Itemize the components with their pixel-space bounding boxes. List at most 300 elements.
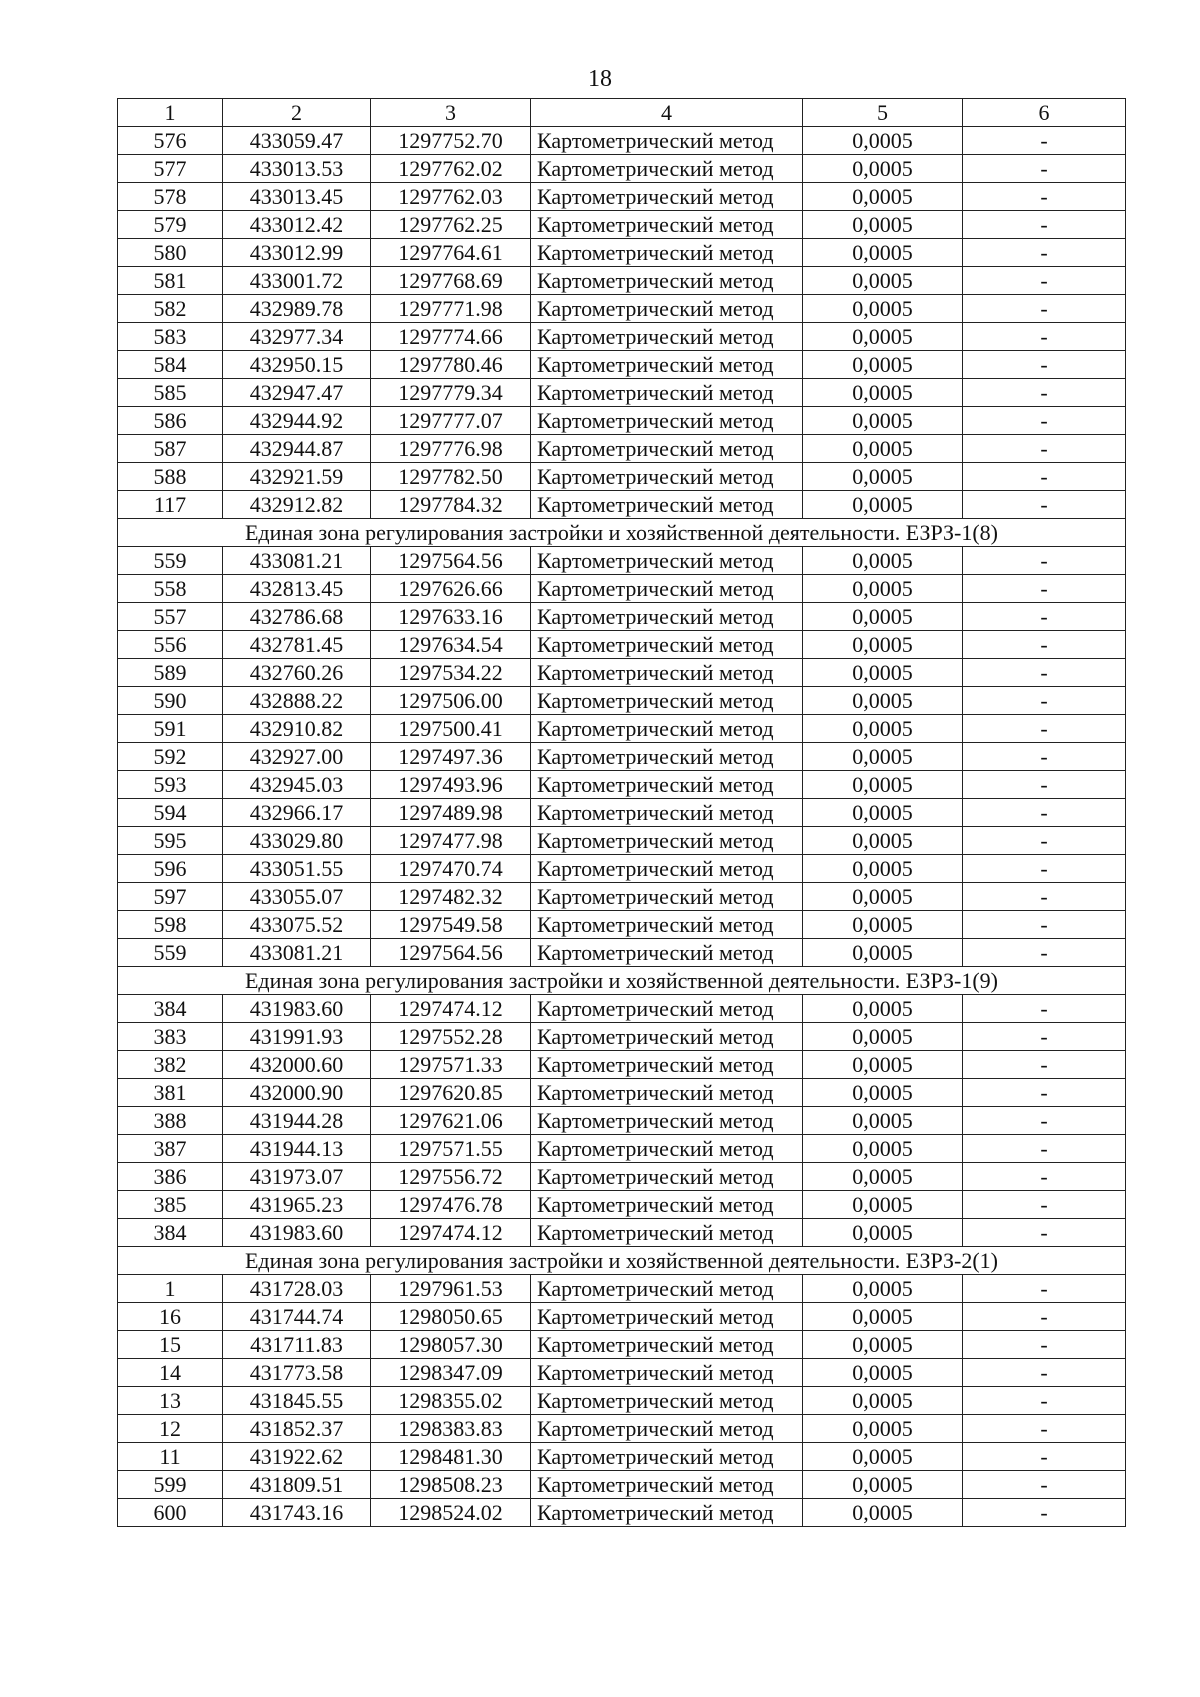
y-coordinate-cell: 1297556.72 <box>371 1163 531 1191</box>
note-cell: - <box>963 1163 1126 1191</box>
table-row <box>118 883 1126 911</box>
note-cell: - <box>963 1499 1126 1527</box>
y-coordinate-cell: 1297493.96 <box>371 771 531 799</box>
point-number-cell: 599 <box>118 1471 223 1499</box>
x-coordinate-cell: 433055.07 <box>223 883 371 911</box>
y-coordinate-cell: 1297534.22 <box>371 659 531 687</box>
section-title: Единая зона регулирования застройки и хозяйственной деятельности. ЕЗРЗ-2(1) <box>118 1247 1126 1275</box>
table-header <box>118 99 1126 127</box>
table-row <box>118 1275 1126 1303</box>
method-cell: Картометрический метод <box>531 883 803 911</box>
table-row <box>118 1303 1126 1331</box>
x-coordinate-cell: 431743.16 <box>223 1499 371 1527</box>
method-cell: Картометрический метод <box>531 1303 803 1331</box>
y-coordinate-cell: 1297774.66 <box>371 323 531 351</box>
note-cell: - <box>963 771 1126 799</box>
accuracy-cell: 0,0005 <box>803 1051 963 1079</box>
method-cell: Картометрический метод <box>531 1135 803 1163</box>
y-coordinate-cell: 1297771.98 <box>371 295 531 323</box>
accuracy-cell: 0,0005 <box>803 183 963 211</box>
table-row <box>118 267 1126 295</box>
table-row <box>118 1331 1126 1359</box>
table-row <box>118 295 1126 323</box>
method-cell: Картометрический метод <box>531 1471 803 1499</box>
x-coordinate-cell: 433012.99 <box>223 239 371 267</box>
x-coordinate-cell: 433013.45 <box>223 183 371 211</box>
method-cell: Картометрический метод <box>531 771 803 799</box>
point-number-cell: 593 <box>118 771 223 799</box>
y-coordinate-cell: 1297779.34 <box>371 379 531 407</box>
accuracy-cell: 0,0005 <box>803 1415 963 1443</box>
point-number-cell: 587 <box>118 435 223 463</box>
note-cell: - <box>963 715 1126 743</box>
point-number-cell: 585 <box>118 379 223 407</box>
table-row <box>118 1471 1126 1499</box>
note-cell: - <box>963 1471 1126 1499</box>
y-coordinate-cell: 1297961.53 <box>371 1275 531 1303</box>
note-cell: - <box>963 855 1126 883</box>
table-row <box>118 1051 1126 1079</box>
x-coordinate-cell: 432781.45 <box>223 631 371 659</box>
method-cell: Картометрический метод <box>531 631 803 659</box>
table-row <box>118 155 1126 183</box>
accuracy-cell: 0,0005 <box>803 1135 963 1163</box>
y-coordinate-cell: 1297762.02 <box>371 155 531 183</box>
accuracy-cell: 0,0005 <box>803 1471 963 1499</box>
point-number-cell: 387 <box>118 1135 223 1163</box>
y-coordinate-cell: 1297762.25 <box>371 211 531 239</box>
page-number: 18 <box>588 66 612 92</box>
column-header: 3 <box>371 99 531 127</box>
point-number-cell: 557 <box>118 603 223 631</box>
x-coordinate-cell: 431744.74 <box>223 1303 371 1331</box>
x-coordinate-cell: 431922.62 <box>223 1443 371 1471</box>
point-number-cell: 559 <box>118 547 223 575</box>
method-cell: Картометрический метод <box>531 239 803 267</box>
method-cell: Картометрический метод <box>531 407 803 435</box>
x-coordinate-cell: 431983.60 <box>223 995 371 1023</box>
y-coordinate-cell: 1298524.02 <box>371 1499 531 1527</box>
x-coordinate-cell: 433075.52 <box>223 911 371 939</box>
note-cell: - <box>963 883 1126 911</box>
x-coordinate-cell: 432977.34 <box>223 323 371 351</box>
note-cell: - <box>963 435 1126 463</box>
column-header: 2 <box>223 99 371 127</box>
table-row <box>118 323 1126 351</box>
point-number-cell: 582 <box>118 295 223 323</box>
table-row <box>118 631 1126 659</box>
note-cell: - <box>963 631 1126 659</box>
note-cell: - <box>963 575 1126 603</box>
y-coordinate-cell: 1298355.02 <box>371 1387 531 1415</box>
table-row <box>118 1163 1126 1191</box>
point-number-cell: 589 <box>118 659 223 687</box>
method-cell: Картометрический метод <box>531 155 803 183</box>
y-coordinate-cell: 1297474.12 <box>371 995 531 1023</box>
accuracy-cell: 0,0005 <box>803 463 963 491</box>
note-cell: - <box>963 1219 1126 1247</box>
point-number-cell: 559 <box>118 939 223 967</box>
note-cell: - <box>963 1387 1126 1415</box>
point-number-cell: 14 <box>118 1359 223 1387</box>
note-cell: - <box>963 659 1126 687</box>
x-coordinate-cell: 431845.55 <box>223 1387 371 1415</box>
column-header: 1 <box>118 99 223 127</box>
column-header: 5 <box>803 99 963 127</box>
note-cell: - <box>963 911 1126 939</box>
method-cell: Картометрический метод <box>531 575 803 603</box>
x-coordinate-cell: 432944.87 <box>223 435 371 463</box>
point-number-cell: 586 <box>118 407 223 435</box>
table-row <box>118 547 1126 575</box>
accuracy-cell: 0,0005 <box>803 1275 963 1303</box>
method-cell: Картометрический метод <box>531 1415 803 1443</box>
y-coordinate-cell: 1297476.78 <box>371 1191 531 1219</box>
x-coordinate-cell: 433001.72 <box>223 267 371 295</box>
table-row <box>118 435 1126 463</box>
method-cell: Картометрический метод <box>531 183 803 211</box>
y-coordinate-cell: 1297752.70 <box>371 127 531 155</box>
x-coordinate-cell: 432786.68 <box>223 603 371 631</box>
note-cell: - <box>963 603 1126 631</box>
table-row <box>118 1219 1126 1247</box>
point-number-cell: 596 <box>118 855 223 883</box>
y-coordinate-cell: 1298050.65 <box>371 1303 531 1331</box>
note-cell: - <box>963 1051 1126 1079</box>
accuracy-cell: 0,0005 <box>803 939 963 967</box>
y-coordinate-cell: 1297571.33 <box>371 1051 531 1079</box>
note-cell: - <box>963 295 1126 323</box>
note-cell: - <box>963 995 1126 1023</box>
point-number-cell: 579 <box>118 211 223 239</box>
point-number-cell: 578 <box>118 183 223 211</box>
x-coordinate-cell: 431809.51 <box>223 1471 371 1499</box>
point-number-cell: 384 <box>118 995 223 1023</box>
note-cell: - <box>963 827 1126 855</box>
method-cell: Картометрический метод <box>531 463 803 491</box>
point-number-cell: 594 <box>118 799 223 827</box>
method-cell: Картометрический метод <box>531 323 803 351</box>
table-row <box>118 911 1126 939</box>
y-coordinate-cell: 1297564.56 <box>371 939 531 967</box>
accuracy-cell: 0,0005 <box>803 379 963 407</box>
table-row <box>118 183 1126 211</box>
accuracy-cell: 0,0005 <box>803 995 963 1023</box>
table-row <box>118 1079 1126 1107</box>
section-row <box>118 967 1126 995</box>
y-coordinate-cell: 1298383.83 <box>371 1415 531 1443</box>
method-cell: Картометрический метод <box>531 1219 803 1247</box>
method-cell: Картометрический метод <box>531 491 803 519</box>
y-coordinate-cell: 1297470.74 <box>371 855 531 883</box>
point-number-cell: 580 <box>118 239 223 267</box>
y-coordinate-cell: 1297621.06 <box>371 1107 531 1135</box>
note-cell: - <box>963 1191 1126 1219</box>
y-coordinate-cell: 1297474.12 <box>371 1219 531 1247</box>
point-number-cell: 576 <box>118 127 223 155</box>
point-number-cell: 592 <box>118 743 223 771</box>
note-cell: - <box>963 1135 1126 1163</box>
point-number-cell: 11 <box>118 1443 223 1471</box>
accuracy-cell: 0,0005 <box>803 827 963 855</box>
x-coordinate-cell: 431728.03 <box>223 1275 371 1303</box>
x-coordinate-cell: 433012.42 <box>223 211 371 239</box>
section-title: Единая зона регулирования застройки и хозяйственной деятельности. ЕЗРЗ-1(8) <box>118 519 1126 547</box>
x-coordinate-cell: 432947.47 <box>223 379 371 407</box>
y-coordinate-cell: 1297571.55 <box>371 1135 531 1163</box>
accuracy-cell: 0,0005 <box>803 351 963 379</box>
coordinates-table <box>117 98 1126 1527</box>
point-number-cell: 382 <box>118 1051 223 1079</box>
accuracy-cell: 0,0005 <box>803 1303 963 1331</box>
table-row <box>118 1359 1126 1387</box>
accuracy-cell: 0,0005 <box>803 1387 963 1415</box>
note-cell: - <box>963 351 1126 379</box>
accuracy-cell: 0,0005 <box>803 435 963 463</box>
accuracy-cell: 0,0005 <box>803 407 963 435</box>
method-cell: Картометрический метод <box>531 295 803 323</box>
x-coordinate-cell: 432950.15 <box>223 351 371 379</box>
note-cell: - <box>963 127 1126 155</box>
accuracy-cell: 0,0005 <box>803 1219 963 1247</box>
note-cell: - <box>963 1107 1126 1135</box>
table-body <box>118 127 1126 1527</box>
method-cell: Картометрический метод <box>531 1051 803 1079</box>
table-row <box>118 603 1126 631</box>
column-header: 4 <box>531 99 803 127</box>
y-coordinate-cell: 1297764.61 <box>371 239 531 267</box>
y-coordinate-cell: 1297489.98 <box>371 799 531 827</box>
table-row <box>118 239 1126 267</box>
point-number-cell: 591 <box>118 715 223 743</box>
method-cell: Картометрический метод <box>531 1023 803 1051</box>
accuracy-cell: 0,0005 <box>803 239 963 267</box>
point-number-cell: 577 <box>118 155 223 183</box>
accuracy-cell: 0,0005 <box>803 715 963 743</box>
y-coordinate-cell: 1297552.28 <box>371 1023 531 1051</box>
method-cell: Картометрический метод <box>531 1079 803 1107</box>
table-row <box>118 659 1126 687</box>
section-row <box>118 1247 1126 1275</box>
note-cell: - <box>963 799 1126 827</box>
accuracy-cell: 0,0005 <box>803 1499 963 1527</box>
x-coordinate-cell: 433029.80 <box>223 827 371 855</box>
method-cell: Картометрический метод <box>531 855 803 883</box>
method-cell: Картометрический метод <box>531 827 803 855</box>
accuracy-cell: 0,0005 <box>803 1079 963 1107</box>
point-number-cell: 595 <box>118 827 223 855</box>
x-coordinate-cell: 432813.45 <box>223 575 371 603</box>
point-number-cell: 384 <box>118 1219 223 1247</box>
table-row <box>118 1387 1126 1415</box>
x-coordinate-cell: 432989.78 <box>223 295 371 323</box>
accuracy-cell: 0,0005 <box>803 1331 963 1359</box>
method-cell: Картометрический метод <box>531 687 803 715</box>
y-coordinate-cell: 1297633.16 <box>371 603 531 631</box>
method-cell: Картометрический метод <box>531 1191 803 1219</box>
x-coordinate-cell: 433051.55 <box>223 855 371 883</box>
accuracy-cell: 0,0005 <box>803 799 963 827</box>
y-coordinate-cell: 1297776.98 <box>371 435 531 463</box>
method-cell: Картометрический метод <box>531 603 803 631</box>
point-number-cell: 388 <box>118 1107 223 1135</box>
point-number-cell: 117 <box>118 491 223 519</box>
y-coordinate-cell: 1297500.41 <box>371 715 531 743</box>
accuracy-cell: 0,0005 <box>803 155 963 183</box>
note-cell: - <box>963 1443 1126 1471</box>
method-cell: Картометрический метод <box>531 1275 803 1303</box>
y-coordinate-cell: 1297762.03 <box>371 183 531 211</box>
note-cell: - <box>963 547 1126 575</box>
header-row <box>118 99 1126 127</box>
x-coordinate-cell: 431983.60 <box>223 1219 371 1247</box>
point-number-cell: 588 <box>118 463 223 491</box>
point-number-cell: 583 <box>118 323 223 351</box>
point-number-cell: 1 <box>118 1275 223 1303</box>
table-row <box>118 491 1126 519</box>
point-number-cell: 558 <box>118 575 223 603</box>
method-cell: Картометрический метод <box>531 435 803 463</box>
method-cell: Картометрический метод <box>531 379 803 407</box>
y-coordinate-cell: 1297626.66 <box>371 575 531 603</box>
note-cell: - <box>963 407 1126 435</box>
note-cell: - <box>963 743 1126 771</box>
accuracy-cell: 0,0005 <box>803 547 963 575</box>
x-coordinate-cell: 433081.21 <box>223 547 371 575</box>
x-coordinate-cell: 431991.93 <box>223 1023 371 1051</box>
method-cell: Картометрический метод <box>531 799 803 827</box>
point-number-cell: 600 <box>118 1499 223 1527</box>
x-coordinate-cell: 431711.83 <box>223 1331 371 1359</box>
method-cell: Картометрический метод <box>531 1387 803 1415</box>
section-row <box>118 519 1126 547</box>
x-coordinate-cell: 432760.26 <box>223 659 371 687</box>
note-cell: - <box>963 1331 1126 1359</box>
y-coordinate-cell: 1297482.32 <box>371 883 531 911</box>
note-cell: - <box>963 239 1126 267</box>
point-number-cell: 590 <box>118 687 223 715</box>
x-coordinate-cell: 432000.90 <box>223 1079 371 1107</box>
table-row <box>118 1191 1126 1219</box>
y-coordinate-cell: 1297634.54 <box>371 631 531 659</box>
point-number-cell: 12 <box>118 1415 223 1443</box>
table-row <box>118 1135 1126 1163</box>
y-coordinate-cell: 1297782.50 <box>371 463 531 491</box>
y-coordinate-cell: 1297549.58 <box>371 911 531 939</box>
x-coordinate-cell: 433013.53 <box>223 155 371 183</box>
table-row <box>118 351 1126 379</box>
table-row <box>118 995 1126 1023</box>
table-row <box>118 463 1126 491</box>
note-cell: - <box>963 1415 1126 1443</box>
method-cell: Картометрический метод <box>531 351 803 379</box>
y-coordinate-cell: 1297477.98 <box>371 827 531 855</box>
table-row <box>118 799 1126 827</box>
accuracy-cell: 0,0005 <box>803 211 963 239</box>
y-coordinate-cell: 1298508.23 <box>371 1471 531 1499</box>
table-row <box>118 715 1126 743</box>
method-cell: Картометрический метод <box>531 1331 803 1359</box>
table-row <box>118 771 1126 799</box>
x-coordinate-cell: 431944.28 <box>223 1107 371 1135</box>
point-number-cell: 385 <box>118 1191 223 1219</box>
table-row <box>118 855 1126 883</box>
section-title: Единая зона регулирования застройки и хозяйственной деятельности. ЕЗРЗ-1(9) <box>118 967 1126 995</box>
x-coordinate-cell: 432000.60 <box>223 1051 371 1079</box>
table-row <box>118 1107 1126 1135</box>
x-coordinate-cell: 432910.82 <box>223 715 371 743</box>
point-number-cell: 381 <box>118 1079 223 1107</box>
method-cell: Картометрический метод <box>531 939 803 967</box>
method-cell: Картометрический метод <box>531 127 803 155</box>
point-number-cell: 598 <box>118 911 223 939</box>
accuracy-cell: 0,0005 <box>803 687 963 715</box>
method-cell: Картометрический метод <box>531 267 803 295</box>
x-coordinate-cell: 432888.22 <box>223 687 371 715</box>
x-coordinate-cell: 432921.59 <box>223 463 371 491</box>
note-cell: - <box>963 491 1126 519</box>
accuracy-cell: 0,0005 <box>803 1359 963 1387</box>
x-coordinate-cell: 432944.92 <box>223 407 371 435</box>
x-coordinate-cell: 431852.37 <box>223 1415 371 1443</box>
x-coordinate-cell: 432945.03 <box>223 771 371 799</box>
accuracy-cell: 0,0005 <box>803 127 963 155</box>
y-coordinate-cell: 1297506.00 <box>371 687 531 715</box>
table-row <box>118 575 1126 603</box>
y-coordinate-cell: 1297564.56 <box>371 547 531 575</box>
note-cell: - <box>963 1359 1126 1387</box>
x-coordinate-cell: 431773.58 <box>223 1359 371 1387</box>
table-row <box>118 407 1126 435</box>
table-row <box>118 1415 1126 1443</box>
point-number-cell: 584 <box>118 351 223 379</box>
y-coordinate-cell: 1297777.07 <box>371 407 531 435</box>
point-number-cell: 16 <box>118 1303 223 1331</box>
method-cell: Картометрический метод <box>531 715 803 743</box>
table-row <box>118 1499 1126 1527</box>
note-cell: - <box>963 379 1126 407</box>
point-number-cell: 13 <box>118 1387 223 1415</box>
table-row <box>118 687 1126 715</box>
note-cell: - <box>963 323 1126 351</box>
method-cell: Картометрический метод <box>531 1499 803 1527</box>
accuracy-cell: 0,0005 <box>803 855 963 883</box>
accuracy-cell: 0,0005 <box>803 295 963 323</box>
method-cell: Картометрический метод <box>531 659 803 687</box>
accuracy-cell: 0,0005 <box>803 883 963 911</box>
point-number-cell: 386 <box>118 1163 223 1191</box>
x-coordinate-cell: 432912.82 <box>223 491 371 519</box>
accuracy-cell: 0,0005 <box>803 1443 963 1471</box>
method-cell: Картометрический метод <box>531 1359 803 1387</box>
table-row <box>118 1023 1126 1051</box>
y-coordinate-cell: 1297780.46 <box>371 351 531 379</box>
note-cell: - <box>963 211 1126 239</box>
x-coordinate-cell: 431973.07 <box>223 1163 371 1191</box>
table-row <box>118 211 1126 239</box>
method-cell: Картометрический метод <box>531 211 803 239</box>
method-cell: Картометрический метод <box>531 1163 803 1191</box>
method-cell: Картометрический метод <box>531 547 803 575</box>
note-cell: - <box>963 463 1126 491</box>
x-coordinate-cell: 432927.00 <box>223 743 371 771</box>
method-cell: Картометрический метод <box>531 1443 803 1471</box>
y-coordinate-cell: 1297784.32 <box>371 491 531 519</box>
point-number-cell: 15 <box>118 1331 223 1359</box>
point-number-cell: 581 <box>118 267 223 295</box>
accuracy-cell: 0,0005 <box>803 631 963 659</box>
y-coordinate-cell: 1298481.30 <box>371 1443 531 1471</box>
